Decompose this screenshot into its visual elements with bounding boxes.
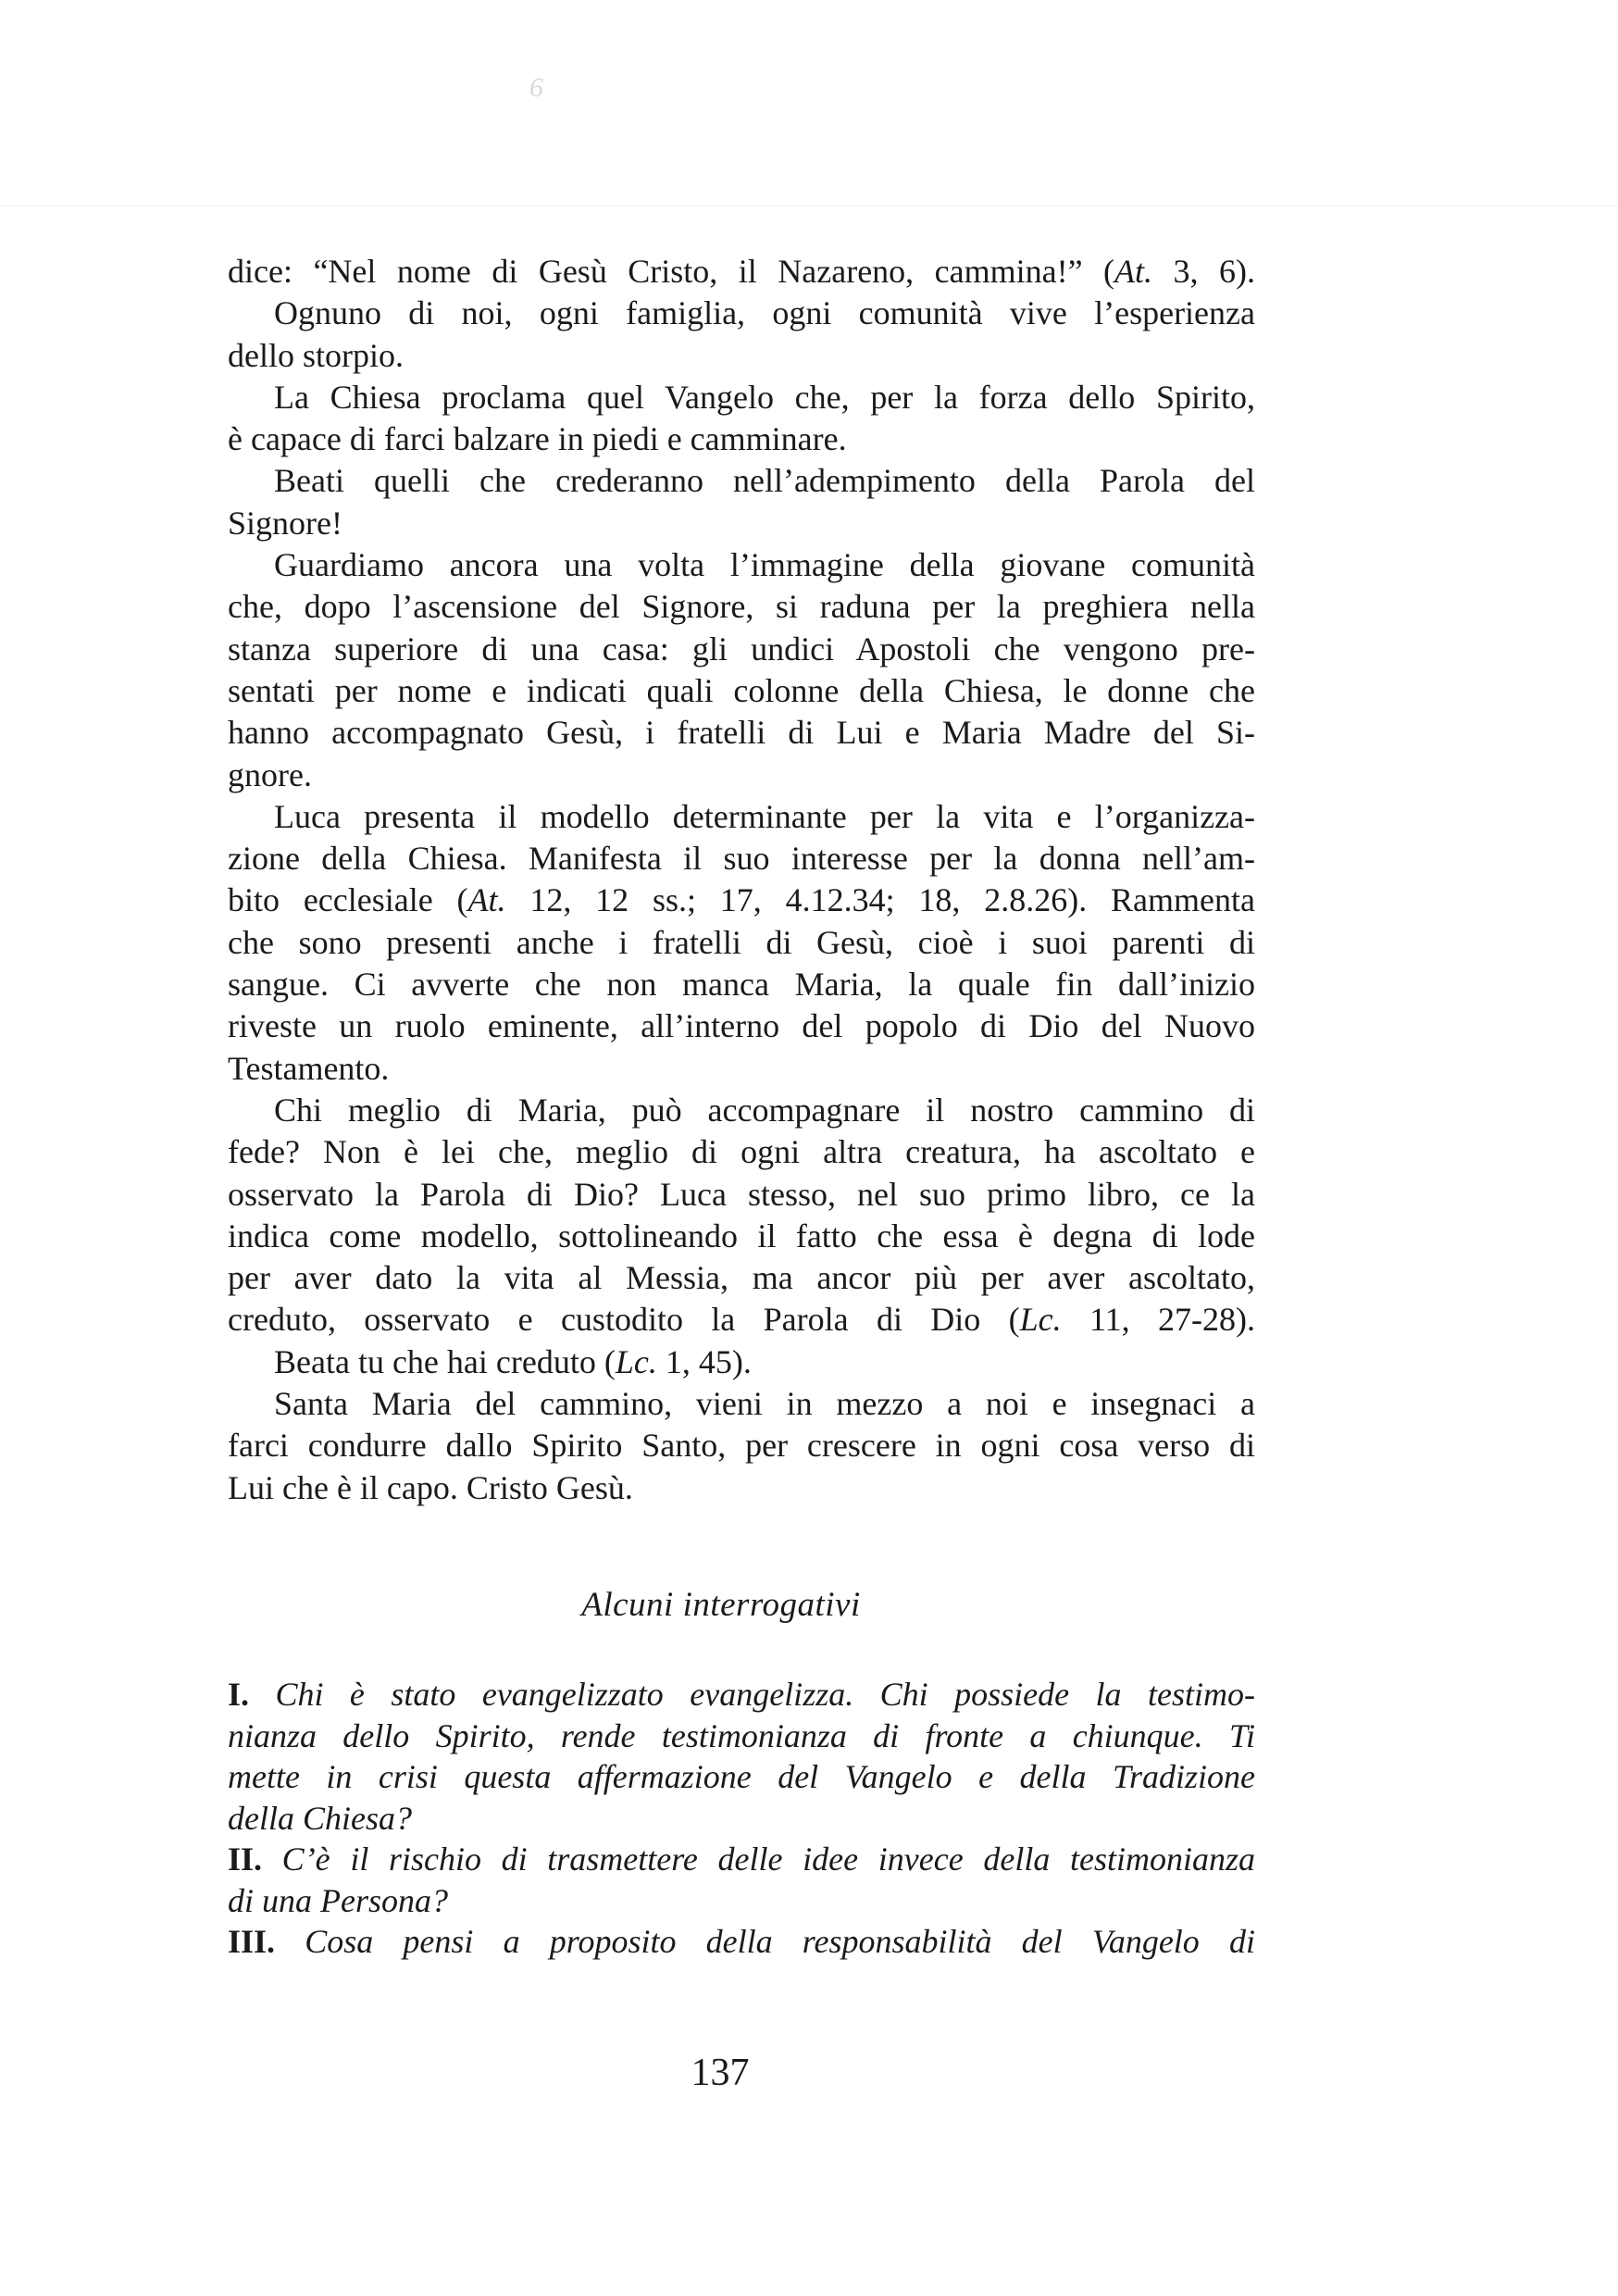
text-run: C’è il rischio di trasmettere delle idee invece della testimonianza <box>262 1841 1255 1878</box>
body-line <box>228 251 1255 293</box>
body-line <box>228 712 1255 754</box>
text-run: di una Persona? <box>228 1881 448 1919</box>
citation-abbrev: At. <box>1114 253 1153 290</box>
text-run: sentati per nome e indicati quali colonne della Chiesa, le donne che <box>228 671 1255 709</box>
text-run: La Chiesa proclama quel Vangelo che, per la forza dello Spirito, <box>274 378 1255 416</box>
text-run: zione della Chiesa. Manifesta il suo interesse per la donna nell’am- <box>228 840 1255 878</box>
body-line <box>228 1090 1255 1131</box>
text-run: creduto, osservato e custodito la Parola di Dio ( <box>228 1301 1020 1339</box>
citation-abbrev: Lc. <box>1019 1301 1062 1339</box>
text-run: Chi è stato evangelizzato evangelizza. Chi possiede la testimo- <box>249 1676 1255 1713</box>
text-run: Beata tu che hai creduto ( <box>274 1342 616 1380</box>
question-line <box>228 1756 1255 1798</box>
question-line <box>228 1921 1255 1963</box>
question-line <box>228 1716 1255 1757</box>
text-run: farci condurre dallo Spirito Santo, per crescere in ogni cosa verso di <box>228 1427 1255 1465</box>
body-text <box>228 251 1255 1509</box>
body-line <box>228 503 1255 544</box>
question-line <box>228 1674 1255 1716</box>
body-line <box>228 1005 1255 1047</box>
text-run: Chi meglio di Maria, può accompagnare il nostro cammino di <box>274 1091 1255 1129</box>
text-run: Beati quelli che crederanno nell’adempimento della Parola del <box>274 462 1255 500</box>
body-line <box>228 544 1255 586</box>
text-run: 3, 6). <box>1152 253 1255 290</box>
text-run: sangue. Ci avverte che non manca Maria, la quale fin dall’inizio <box>228 966 1255 1004</box>
text-run: gnore. <box>228 755 312 793</box>
body-line <box>228 1131 1255 1173</box>
body-line <box>228 1048 1255 1090</box>
text-run: osservato la Parola di Dio? Luca stesso, nel suo primo libro, ce la <box>228 1175 1255 1213</box>
body-line <box>228 1174 1255 1216</box>
pencil-mark: 6 <box>529 72 543 103</box>
text-run: indica come modello, sottolineando il fatto che essa è degna di lode <box>228 1217 1255 1254</box>
body-line <box>228 377 1255 418</box>
body-line <box>228 1341 1255 1383</box>
text-run: che, dopo l’ascensione del Signore, si raduna per la preghiera nella <box>228 588 1255 626</box>
text-run: Testamento. <box>228 1049 390 1087</box>
body-line <box>228 1216 1255 1257</box>
text-run: stanza superiore di una casa: gli undici Apostoli che vengono pre- <box>228 630 1255 668</box>
body-line <box>228 1257 1255 1299</box>
body-line <box>228 460 1255 502</box>
text-run: fede? Non è lei che, meglio di ogni altra creatura, ha ascoltato e <box>228 1133 1255 1171</box>
text-run: Guardiamo ancora una volta l’immagine della giovane comunità <box>274 546 1255 584</box>
body-line <box>228 1383 1255 1425</box>
body-line <box>228 755 1255 796</box>
body-line <box>228 880 1255 921</box>
question-line <box>228 1880 1255 1922</box>
question-number: III. <box>228 1923 276 1960</box>
text-run: Luca presenta il modello determinante per la vita e l’organizza- <box>274 797 1255 835</box>
text-run: dice: “Nel nome di Gesù Cristo, il Nazareno, cammina!” ( <box>228 253 1115 290</box>
section-heading: Alcuni interrogativi <box>581 1586 861 1624</box>
text-run: che sono presenti anche i fratelli di Gesù, cioè i suoi parenti di <box>228 923 1255 961</box>
question-number: I. <box>228 1676 250 1713</box>
text-run: per aver dato la vita al Messia, ma ancor più per aver ascoltato, <box>228 1259 1255 1297</box>
questions-list <box>228 1674 1255 1963</box>
citation-abbrev: Lc. <box>615 1342 657 1380</box>
body-line <box>228 964 1255 1005</box>
body-line <box>228 922 1255 964</box>
question-number: II. <box>228 1841 263 1878</box>
text-run: Santa Maria del cammino, vieni in mezzo a noi e insegnaci a <box>274 1385 1255 1423</box>
text-run: Ognuno di noi, ogni famiglia, ogni comunità vive l’esperienza <box>274 294 1255 332</box>
body-line <box>228 1467 1255 1509</box>
body-line <box>228 838 1255 880</box>
body-line <box>228 335 1255 377</box>
text-run: Lui che è il capo. Cristo Gesù. <box>228 1468 633 1506</box>
text-run: è capace di farci balzare in piedi e camminare. <box>228 420 847 458</box>
text-run: riveste un ruolo eminente, all’interno del popolo di Dio del Nuovo <box>228 1007 1255 1045</box>
text-run: Signore! <box>228 504 342 542</box>
text-run: 1, 45). <box>656 1342 752 1380</box>
body-line <box>228 629 1255 670</box>
text-run: 12, 12 ss.; 17, 4.12.34; 18, 2.8.26). Rammenta <box>505 881 1255 919</box>
text-run: bito ecclesiale ( <box>228 881 468 919</box>
text-run: hanno accompagnato Gesù, i fratelli di Lui e Maria Madre del Si- <box>228 714 1255 752</box>
text-run: 11, 27-28). <box>1061 1301 1256 1339</box>
text-run: Cosa pensi a proposito della responsabilità del Vangelo di <box>275 1923 1255 1960</box>
text-run: nianza dello Spirito, rende testimonianza di fronte a chiunque. Ti <box>228 1716 1255 1754</box>
body-line <box>228 1299 1255 1341</box>
text-run: mette in crisi questa affermazione del Vangelo e della Tradizione <box>228 1758 1255 1795</box>
body-line <box>228 1425 1255 1466</box>
body-line <box>228 670 1255 712</box>
body-line <box>228 796 1255 838</box>
text-run: della Chiesa? <box>228 1799 412 1837</box>
text-run: dello storpio. <box>228 336 404 374</box>
page-number: 137 <box>691 2052 750 2094</box>
body-line <box>228 586 1255 628</box>
body-line <box>228 418 1255 460</box>
question-line <box>228 1839 1255 1880</box>
question-line <box>228 1798 1255 1840</box>
body-line <box>228 293 1255 334</box>
citation-abbrev: At. <box>467 881 506 919</box>
